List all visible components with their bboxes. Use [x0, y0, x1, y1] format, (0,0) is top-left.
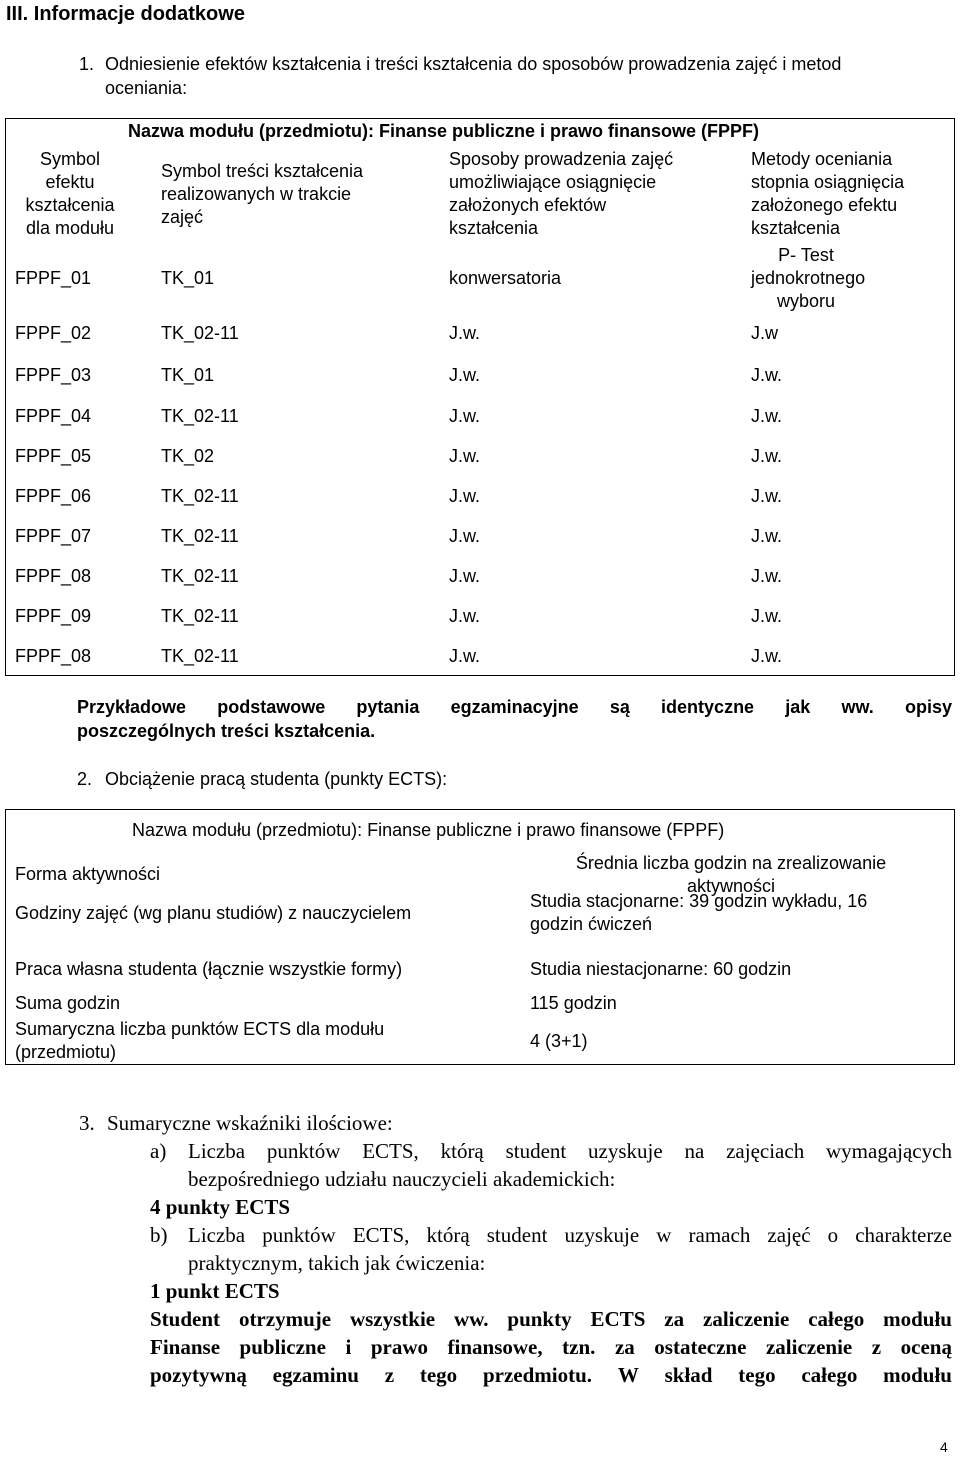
- table2-row-hours-line: Studia stacjonarne: 39 godzin wykładu, 16: [530, 891, 868, 911]
- row-assessment: J.w.: [751, 446, 783, 466]
- row-content: TK_02-11: [161, 406, 239, 426]
- header-assessment-line: kształcenia: [751, 218, 841, 238]
- exam-note-word: ww.: [841, 697, 874, 717]
- item3-a-value: 4 punkty ECTS: [150, 1195, 291, 1219]
- item3-b-line1: [188, 1222, 952, 1248]
- item1-number: 1.: [79, 54, 95, 74]
- table2-row-activity-line: Godziny zajęć (wg planu studiów) z nauczycielem: [15, 903, 412, 923]
- table2-row-activity-line: Sumaryczna liczba punktów ECTS dla modułu: [15, 1019, 385, 1039]
- item3-b-word: ECTS,: [352, 1223, 410, 1247]
- row-content: TK_02-11: [161, 486, 239, 506]
- row-assessment: [751, 244, 866, 313]
- exam-note-word: egzaminacyjne: [450, 697, 579, 717]
- exam-note-word: opisy: [904, 697, 952, 717]
- header-methods: [449, 148, 673, 240]
- header-methods-line: kształcenia: [449, 218, 539, 238]
- table2-row-activity: [15, 1018, 384, 1064]
- table2-row-hours-line: Studia niestacjonarne: 60 godzin: [530, 959, 792, 979]
- item3-final-line: [150, 1334, 952, 1360]
- item3-final-word: publiczne: [239, 1335, 326, 1359]
- exam-note-word: identyczne: [661, 697, 755, 717]
- row-assessment: J.w: [751, 323, 778, 343]
- row-symbol: FPPF_06: [15, 486, 92, 506]
- item3-b-label: b): [150, 1223, 168, 1247]
- row-symbol: FPPF_03: [15, 365, 92, 385]
- workload-table: [5, 809, 955, 1065]
- row-symbol: FPPF_08: [15, 646, 92, 666]
- row-symbol: FPPF_09: [15, 606, 92, 626]
- row-assessment: J.w.: [751, 526, 783, 546]
- item3-b-word: w: [656, 1223, 672, 1247]
- item3-final-word: za: [614, 1335, 635, 1359]
- header-symbol-line: efektu: [45, 172, 95, 192]
- header-methods-line: założonych efektów: [449, 195, 607, 215]
- table2-row-activity: [15, 958, 402, 981]
- row-symbol: FPPF_05: [15, 446, 92, 466]
- row-method: J.w.: [449, 446, 481, 466]
- item3-a-label: a): [150, 1139, 167, 1163]
- table2-header-right-line: aktywności: [686, 876, 776, 896]
- item3-a-word: na: [684, 1139, 705, 1163]
- row-content: TK_01: [161, 365, 215, 385]
- item1-text-line1: Odniesienie efektów kształcenia i treści kształcenia do sposobów prowadzenia zajęć i metod: [105, 54, 842, 74]
- table2-row-hours-line: godzin ćwiczeń: [530, 914, 653, 934]
- page-number: 4: [940, 1439, 948, 1455]
- item3-final-word: punkty: [507, 1307, 572, 1331]
- header-symbol-line: Symbol: [39, 149, 101, 169]
- table2-row-hours-line: 115 godzin: [530, 993, 617, 1013]
- table2-row-hours-line: 4 (3+1): [530, 1031, 588, 1051]
- item3-final-word: zaliczenie: [703, 1307, 790, 1331]
- table2-row-activity: [15, 992, 120, 1015]
- item3-final-word: Finanse: [150, 1335, 221, 1359]
- item3-final-word: przedmiotu.: [482, 1363, 593, 1387]
- item3-final-word: ostateczne: [654, 1335, 747, 1359]
- item3-final-word: W: [617, 1363, 639, 1387]
- exam-note-line2: poszczególnych treści kształcenia.: [77, 721, 376, 741]
- item3-a-word: student: [505, 1139, 567, 1163]
- header-symbol-line: dla modułu: [25, 218, 115, 238]
- item3-final-word: ww.: [454, 1307, 489, 1331]
- item3-final-word: z: [871, 1335, 882, 1359]
- item3-b-word: uzyskuje: [564, 1223, 640, 1247]
- row-method: J.w.: [449, 486, 481, 506]
- table2-header-right-line: Średnia liczba godzin na zrealizowanie: [575, 853, 887, 873]
- row-assessment: J.w.: [751, 365, 783, 385]
- row-symbol: FPPF_07: [15, 526, 92, 546]
- row-content: TK_02-11: [161, 526, 239, 546]
- row-method: J.w.: [449, 566, 481, 586]
- item3-a-word: uzyskuje: [588, 1139, 663, 1163]
- item2-text: Obciążenie pracą studenta (punkty ECTS):: [105, 769, 448, 789]
- item2-number: 2.: [77, 769, 93, 789]
- item3-final-word: za: [664, 1307, 685, 1331]
- item3-final-line: [150, 1362, 952, 1388]
- row-content: TK_02-11: [161, 646, 239, 666]
- row-content: TK_02-11: [161, 566, 239, 586]
- table2-row-hours: [530, 890, 867, 936]
- item3-a-word: punktów: [266, 1139, 341, 1163]
- item3-title: Sumaryczne wskaźniki ilościowe:: [107, 1111, 393, 1135]
- item3-final-word: tzn.: [562, 1335, 596, 1359]
- row-assessment: J.w.: [751, 646, 783, 666]
- item3-a-word: zajęciach: [726, 1139, 805, 1163]
- row-content: TK_01: [161, 268, 215, 288]
- item1-text-line2: oceniania:: [105, 78, 188, 98]
- row-assessment: J.w.: [751, 606, 783, 626]
- item3-final-word: finansowe,: [447, 1335, 543, 1359]
- table2-row-activity: [15, 902, 411, 925]
- table2-row-activity-line: Suma godzin: [15, 993, 121, 1013]
- row-symbol: FPPF_01: [15, 268, 92, 288]
- item3-final-word: tego: [419, 1363, 458, 1387]
- item3-final-word: ECTS: [590, 1307, 646, 1331]
- header-content-line: realizowanych w trakcie: [161, 184, 352, 204]
- header-assessment-line: stopnia osiągnięcia: [751, 172, 905, 192]
- item3-final-word: egzaminu: [272, 1363, 359, 1387]
- row-symbol: FPPF_02: [15, 323, 92, 343]
- item3-b-word: o: [827, 1223, 839, 1247]
- exam-note-word: Przykładowe: [77, 697, 187, 717]
- item3-final-word: otrzymuje: [238, 1307, 332, 1331]
- row-assessment-line: wyboru: [776, 291, 836, 311]
- item3-b-word: punktów: [262, 1223, 336, 1247]
- row-method: J.w.: [449, 406, 481, 426]
- row-symbol: FPPF_08: [15, 566, 92, 586]
- row-content: TK_02: [161, 446, 215, 466]
- row-assessment: J.w.: [751, 486, 783, 506]
- item3-final-word: modułu: [883, 1363, 952, 1387]
- header-assessment-line: Metody oceniania: [751, 149, 893, 169]
- item3-final-word: skład: [664, 1363, 713, 1387]
- header-content: [161, 160, 363, 229]
- row-method: J.w.: [449, 526, 481, 546]
- header-assessment-line: założonego efektu: [751, 195, 898, 215]
- table2-row-hours: [530, 958, 791, 981]
- item3-b-word: student: [486, 1223, 548, 1247]
- item3-final-word: całego: [801, 1363, 858, 1387]
- item3-final-word: pozytywną: [150, 1363, 247, 1387]
- item3-b-word: zajęć: [767, 1223, 811, 1247]
- item3-final-word: tego: [738, 1363, 776, 1387]
- exam-note-word: jak: [785, 697, 811, 717]
- header-methods-line: umożliwiające osiągnięcie: [449, 172, 657, 192]
- header-symbol-line: kształcenia: [25, 195, 115, 215]
- exam-note-line1: [77, 696, 952, 719]
- row-method: J.w.: [449, 606, 481, 626]
- item3-a-word: którą: [440, 1139, 484, 1163]
- effects-table: [5, 118, 955, 676]
- item3-final-word: Student: [150, 1307, 221, 1331]
- item3-a-word: wymagających: [826, 1139, 952, 1163]
- item3-final-word: zaliczenie: [765, 1335, 853, 1359]
- row-assessment: J.w.: [751, 406, 783, 426]
- header-content-line: zajęć: [161, 207, 204, 227]
- item3-b-line2: praktycznym, takich jak ćwiczenia:: [188, 1251, 486, 1275]
- row-content: TK_02-11: [161, 323, 239, 343]
- table2-row-hours: [530, 1030, 588, 1053]
- item3-final-word: i: [345, 1335, 352, 1359]
- item3-a-word: ECTS,: [362, 1139, 419, 1163]
- table2-row-activity-line: (przedmiotu): [15, 1042, 117, 1062]
- item3-a-line2: bezpośredniego udziału nauczycieli akademickich:: [188, 1167, 616, 1191]
- table2-module-name: Nazwa modułu (przedmiotu): Finanse publiczne i prawo finansowe (FPPF): [132, 820, 725, 840]
- item3-final-word: całego: [808, 1307, 865, 1331]
- header-methods-line: Sposoby prowadzenia zajęć: [449, 149, 674, 169]
- exam-note-word: są: [609, 697, 630, 717]
- row-method: konwersatoria: [449, 268, 562, 288]
- header-content-line: Symbol treści kształcenia: [161, 161, 364, 181]
- item3-b-value: 1 punkt ECTS: [150, 1279, 280, 1303]
- item3-final-word: oceną: [900, 1335, 952, 1359]
- item3-final-word: modułu: [883, 1307, 952, 1331]
- header-assessment: [751, 148, 904, 240]
- row-content: TK_02-11: [161, 606, 239, 626]
- item3-final-word: wszystkie: [349, 1307, 436, 1331]
- table2-row-activity-line: Praca własna studenta (łącznie wszystkie formy): [15, 959, 403, 979]
- row-method: J.w.: [449, 323, 481, 343]
- item3-number: 3.: [79, 1111, 95, 1135]
- row-assessment-line: P- Test: [778, 245, 834, 265]
- section-title: III. Informacje dodatkowe: [6, 3, 245, 25]
- row-method: J.w.: [449, 646, 481, 666]
- item3-final-line: [150, 1306, 952, 1332]
- row-symbol: FPPF_04: [15, 406, 92, 426]
- item3-b-word: ramach: [688, 1223, 751, 1247]
- item3-a-word: Liczba: [188, 1139, 246, 1163]
- table2-header-left: Forma aktywności: [15, 864, 161, 884]
- item3-final-word: z: [384, 1363, 395, 1387]
- item3-b-word: charakterze: [855, 1223, 952, 1247]
- exam-note-word: podstawowe: [217, 697, 326, 717]
- row-method: J.w.: [449, 365, 481, 385]
- item3-b-word: którą: [426, 1223, 470, 1247]
- exam-note-word: pytania: [356, 697, 420, 717]
- item3-a-line1: [188, 1138, 952, 1164]
- item3-b-word: Liczba: [188, 1223, 246, 1247]
- table1-module-name: Nazwa modułu (przedmiotu): Finanse publiczne i prawo finansowe (FPPF): [128, 121, 760, 141]
- table2-row-hours: [530, 992, 617, 1015]
- header-symbol: [14, 148, 126, 240]
- row-assessment: J.w.: [751, 566, 783, 586]
- row-assessment-line: jednokrotnego: [751, 268, 866, 288]
- item3-final-word: prawo: [370, 1335, 428, 1359]
